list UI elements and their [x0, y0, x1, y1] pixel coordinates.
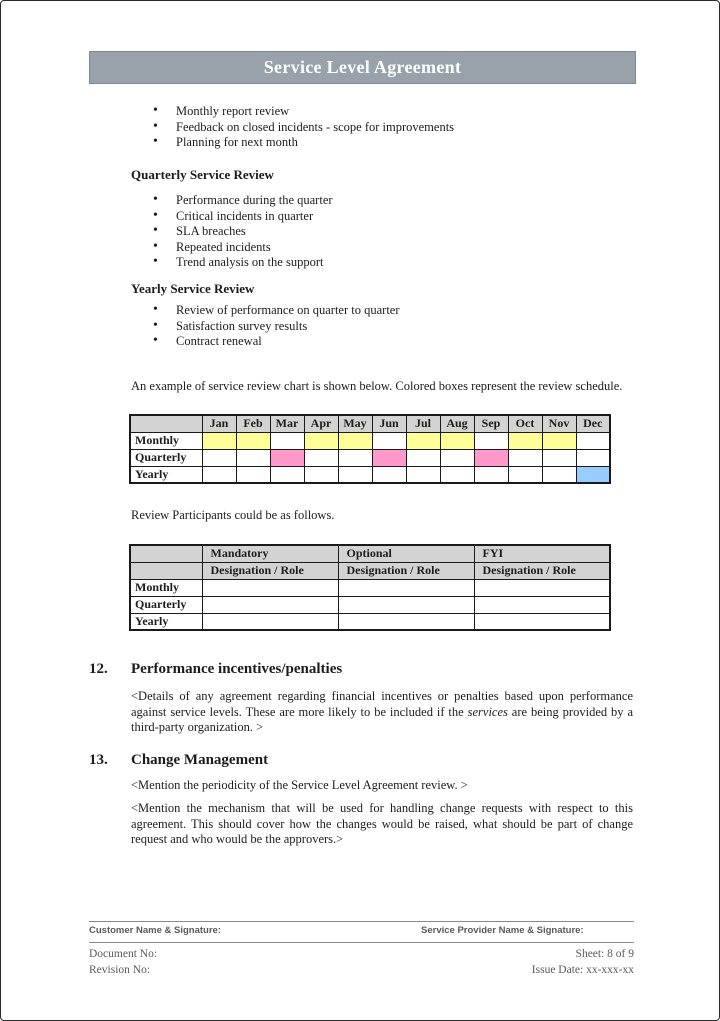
- schedule-cell: [406, 432, 440, 449]
- document-info-row: [89, 946, 634, 978]
- schedule-cell: [372, 466, 406, 483]
- schedule-cell: [576, 432, 610, 449]
- schedule-cell: [270, 432, 304, 449]
- participants-col-header: Optional: [338, 545, 474, 562]
- month-header: Aug: [440, 415, 474, 432]
- participants-row-label: Yearly: [130, 613, 202, 630]
- month-header: Jun: [372, 415, 406, 432]
- schedule-cell: [508, 432, 542, 449]
- schedule-row-monthly: [130, 432, 610, 449]
- bullet-item: • Performance during the quarter: [131, 193, 633, 209]
- participants-cell: [338, 579, 474, 596]
- schedule-cell: [508, 466, 542, 483]
- document-info-right: [532, 946, 634, 978]
- document-no-label: Document No:: [89, 948, 158, 960]
- yearly-review-bullet-list: [131, 303, 633, 350]
- schedule-cell: [236, 449, 270, 466]
- schedule-row-label: Yearly: [130, 466, 202, 483]
- section-12-paragraph: [131, 689, 633, 736]
- participants-cell: [474, 579, 610, 596]
- document-info-left: [89, 946, 157, 978]
- participants-header-row: [130, 545, 610, 562]
- schedule-cell: [474, 449, 508, 466]
- participants-subheader: Designation / Role: [202, 562, 338, 579]
- participants-cell: [202, 613, 338, 630]
- quarterly-review-bullet-list: [131, 193, 633, 271]
- schedule-header-row: [130, 415, 610, 432]
- schedule-cell: [236, 432, 270, 449]
- bullet-item: • Satisfaction survey results: [131, 319, 633, 335]
- review-schedule-table: [129, 414, 611, 484]
- sheet-label: Sheet: 8 of 9: [575, 948, 634, 960]
- monthly-review-bullet-list: [131, 104, 633, 151]
- schedule-cell: [338, 466, 372, 483]
- bullet-item: • Contract renewal: [131, 334, 633, 350]
- month-header: Mar: [270, 415, 304, 432]
- yearly-review-heading: Yearly Service Review: [131, 281, 255, 296]
- participants-row-yearly: [130, 613, 610, 630]
- schedule-cell: [508, 449, 542, 466]
- month-header: May: [338, 415, 372, 432]
- participants-subheader-row: [130, 562, 610, 579]
- provider-signature-label: Service Provider Name & Signature:: [421, 925, 584, 936]
- signature-row: [89, 922, 634, 942]
- section-13-heading: [89, 752, 633, 769]
- schedule-cell: [440, 449, 474, 466]
- participants-col-header: FYI: [474, 545, 610, 562]
- month-header: Dec: [576, 415, 610, 432]
- participants-row-label: Monthly: [130, 579, 202, 596]
- page-title: Service Level Agreement: [263, 57, 462, 77]
- bullet-item: • Repeated incidents: [131, 240, 633, 256]
- month-header: Apr: [304, 415, 338, 432]
- schedule-cell: [270, 466, 304, 483]
- revision-no-label: Revision No:: [89, 964, 151, 976]
- month-header: Jan: [202, 415, 236, 432]
- participants-cell: [474, 596, 610, 613]
- bullet-item: • Feedback on closed incidents - scope for improvements: [131, 120, 633, 136]
- month-header: Sep: [474, 415, 508, 432]
- schedule-cell: [542, 432, 576, 449]
- participants-cell: [338, 613, 474, 630]
- participants-corner-cell: [130, 545, 202, 562]
- schedule-cell: [542, 466, 576, 483]
- schedule-row-quarterly: [130, 449, 610, 466]
- paragraph-italic-text: services: [467, 704, 508, 719]
- page-footer: [89, 921, 634, 978]
- review-participants-table: [129, 544, 611, 631]
- issue-date-label: Issue Date: xx-xxx-xx: [531, 964, 634, 976]
- schedule-cell: [406, 449, 440, 466]
- section-number: 13.: [89, 752, 108, 768]
- schedule-cell: [270, 449, 304, 466]
- month-header: Nov: [542, 415, 576, 432]
- participants-row-quarterly: [130, 596, 610, 613]
- bullet-item: • Critical incidents in quarter: [131, 209, 633, 225]
- schedule-cell: [372, 432, 406, 449]
- month-header: Feb: [236, 415, 270, 432]
- participants-corner-cell: [130, 562, 202, 579]
- bullet-item: • Review of performance on quarter to quarter: [131, 303, 633, 319]
- schedule-cell: [202, 466, 236, 483]
- schedule-cell: [542, 449, 576, 466]
- schedule-cell: [304, 432, 338, 449]
- schedule-cell: [202, 432, 236, 449]
- bullet-item: • SLA breaches: [131, 224, 633, 240]
- participants-row-label: Quarterly: [130, 596, 202, 613]
- section-title: Performance incentives/penalties: [131, 661, 343, 677]
- schedule-cell: [576, 466, 610, 483]
- schedule-cell: [338, 432, 372, 449]
- participants-subheader: Designation / Role: [338, 562, 474, 579]
- section-12-heading: [89, 661, 633, 678]
- paragraph-text: <Details of any agreement regarding financial incentives or penalties based upon performance against service levels. These are more likely to be included if the: [131, 689, 633, 719]
- schedule-cell: [236, 466, 270, 483]
- schedule-cell: [406, 466, 440, 483]
- document-title-bar: [89, 51, 636, 84]
- bullet-item: • Planning for next month: [131, 135, 633, 151]
- section-title: Change Management: [131, 752, 269, 768]
- schedule-cell: [372, 449, 406, 466]
- schedule-cell: [474, 432, 508, 449]
- participants-cell: [202, 596, 338, 613]
- section-13-paragraph-1: <Mention the periodicity of the Service Level Agreement review. >: [131, 778, 468, 792]
- schedule-row-label: Monthly: [130, 432, 202, 449]
- schedule-cell: [440, 432, 474, 449]
- schedule-row-label: Quarterly: [130, 449, 202, 466]
- participants-cell: [338, 596, 474, 613]
- schedule-corner-cell: [130, 415, 202, 432]
- customer-signature-label: Customer Name & Signature:: [89, 925, 221, 936]
- paragraph-text: are being provided by a third-party organization. >: [131, 704, 633, 734]
- schedule-cell: [304, 466, 338, 483]
- month-header: Oct: [508, 415, 542, 432]
- participants-subheader: Designation / Role: [474, 562, 610, 579]
- participants-row-monthly: [130, 579, 610, 596]
- bullet-item: • Monthly report review: [131, 104, 633, 120]
- schedule-cell: [202, 449, 236, 466]
- participants-col-header: Mandatory: [202, 545, 338, 562]
- participants-intro: Review Participants could be as follows.: [131, 508, 335, 522]
- month-header: Jul: [406, 415, 440, 432]
- schedule-cell: [338, 449, 372, 466]
- quarterly-review-heading: Quarterly Service Review: [131, 167, 274, 182]
- section-13-paragraph-2: <Mention the mechanism that will be used for handling change requests with respect to this agreement. This should cover how the changes would be raised, what should be part of change request and who would be the approvers.>: [131, 801, 633, 846]
- schedule-cell: [576, 449, 610, 466]
- bullet-item: • Trend analysis on the support: [131, 255, 633, 271]
- participants-cell: [202, 579, 338, 596]
- schedule-cell: [474, 466, 508, 483]
- participants-cell: [474, 613, 610, 630]
- schedule-cell: [304, 449, 338, 466]
- schedule-row-yearly: [130, 466, 610, 483]
- schedule-cell: [440, 466, 474, 483]
- section-number: 12.: [89, 661, 108, 677]
- schedule-chart-intro: An example of service review chart is shown below. Colored boxes represent the review schedule.: [131, 379, 623, 393]
- footer-divider: [89, 942, 634, 943]
